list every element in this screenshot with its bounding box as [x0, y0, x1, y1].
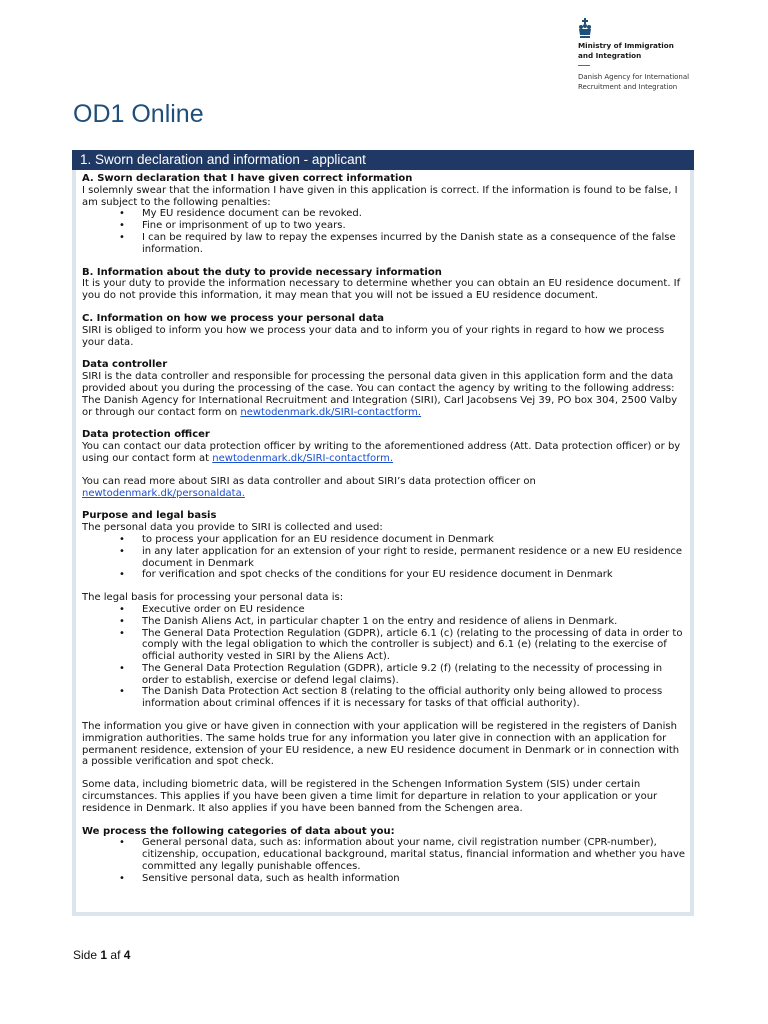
- crown-icon: [578, 18, 592, 38]
- paragraph-read-more: [82, 476, 686, 500]
- list-item: • for verification and spot checks of the conditions for your EU residence document in Denmark: [142, 569, 686, 581]
- section-body: [76, 170, 690, 912]
- penalties-list: [82, 208, 686, 255]
- footer-separator: af: [110, 948, 121, 962]
- list-item: • The Danish Data Protection Act section 8 (relating to the official authority only being allowed to process information about criminal offences if it is necessary for tasks of that official authority).: [142, 686, 686, 710]
- categories-list: [82, 837, 686, 884]
- paragraph-dpo: [82, 441, 686, 465]
- list-item: • to process your application for an EU residence document in Denmark: [142, 534, 686, 546]
- section-header: 1. Sworn declaration and information - applicant: [72, 150, 694, 170]
- paragraph-b: It is your duty to provide the information necessary to determine whether you can obtain an EU residence document. If you do not provide this information, it may mean that you will not be issued a EU residence document.: [82, 278, 681, 302]
- paragraph-registers: The information you give or have given in connection with your application will be registered in the registers of Danish immigration authorities. The same holds true for any information you later give in connection with an application for permanent residence, extension of your EU residence, a new EU residence document in Denmark or in connection with a possible verification and spot check.: [82, 721, 680, 768]
- list-item: • I can be required by law to repay the expenses incurred by the Danish state as a consequence of the false information.: [142, 232, 686, 256]
- paragraph-c: SIRI is obliged to inform you how we process your data and to inform you of your rights in regard to how we process your data.: [82, 324, 665, 348]
- heading-categories: We process the following categories of data about you:: [82, 825, 395, 837]
- paragraph-legal-basis: The legal basis for processing your personal data is:: [82, 592, 344, 604]
- page-footer: [73, 948, 130, 962]
- footer-page-total: 4: [123, 948, 131, 962]
- list-item: • My EU residence document can be revoked.: [142, 208, 686, 220]
- page-title: OD1 Online: [73, 100, 204, 128]
- contact-form-link[interactable]: newtodenmark.dk/SIRI-contactform.: [240, 406, 422, 418]
- paragraph-data-controller: [82, 371, 686, 418]
- footer-page-number: 1: [100, 948, 108, 962]
- dpo-contact-form-link[interactable]: newtodenmark.dk/SIRI-contactform.: [212, 452, 394, 464]
- ministry-line-2: and Integration: [578, 51, 642, 60]
- paragraph-sis: Some data, including biometric data, will be registered in the Schengen Information System (SIS) under certain circumstances. This applies if you have been given a time limit for departure in relation to your application or your residence in Denmark. It also applies if you have been banned from the Schengen area.: [82, 779, 658, 814]
- agency-name: [578, 72, 689, 92]
- logo-divider: [578, 65, 590, 66]
- heading-a: A. Sworn declaration that I have given correct information: [82, 173, 413, 184]
- section-content: [82, 173, 686, 885]
- heading-data-controller: Data controller: [82, 359, 168, 371]
- heading-c: C. Information on how we process your personal data: [82, 312, 385, 324]
- list-item: • General personal data, such as: information about your name, civil registration number (CPR-number), citizenship, occupation, educational background, marital status, financial information and whether you have committed any legally punishable offences.: [142, 837, 686, 872]
- ministry-line-1: Ministry of Immigration: [578, 41, 674, 50]
- footer-prefix: Side: [73, 948, 98, 962]
- paragraph-a: I solemnly swear that the information I have given in this application is correct. If the information is found to be false, I am subject to the following penalties:: [82, 184, 678, 208]
- agency-line-2: Recruitment and Integration: [578, 83, 678, 91]
- purpose-list: [82, 534, 686, 581]
- list-item: • The General Data Protection Regulation (GDPR), article 9.2 (f) (relating to the necessity of processing in order to establish, exercise or defend legal claims).: [142, 663, 686, 687]
- legal-basis-list: [82, 604, 686, 710]
- read-more-text: You can read more about SIRI as data controller and about SIRI’s data protection officer on: [82, 475, 536, 487]
- heading-purpose: Purpose and legal basis: [82, 510, 217, 522]
- list-item: • Fine or imprisonment of up to two years.: [142, 220, 686, 232]
- dpo-text: You can contact our data protection officer by writing to the aforementioned address (Att. Data protection officer) or by using our contact form at: [82, 441, 681, 464]
- list-item: • The General Data Protection Regulation (GDPR), article 6.1 (c) (relating to the processing of data in order to comply with the legal obligation to which the controller is subject) and 6.1 (e) (relating to the exercise of official authority vested in SIRI by the Aliens Act).: [142, 628, 686, 663]
- data-controller-text: SIRI is the data controller and responsible for processing the personal data given in this application form and the data provided about you during the processing of the case. You can contact the agency by writing to the following address: The Danish Agency for International Recruitment and Integration (SIRI), Carl Jacobsens Vej 39, PO box 304, 2500 Valby or through our contact form on: [82, 371, 678, 418]
- list-item: • in any later application for an extension of your right to reside, permanent residence or a new EU residence document in Denmark: [142, 546, 686, 570]
- list-item: • The Danish Aliens Act, in particular chapter 1 on the entry and residence of aliens in Denmark.: [142, 616, 686, 628]
- section-box: [72, 150, 694, 916]
- personal-data-link[interactable]: newtodenmark.dk/personaldata.: [82, 487, 245, 499]
- heading-b: B. Information about the duty to provide necessary information: [82, 266, 442, 278]
- agency-line-1: Danish Agency for International: [578, 73, 690, 81]
- list-item: • Executive order on EU residence: [142, 604, 686, 616]
- list-item: • Sensitive personal data, such as health information: [142, 873, 686, 885]
- ministry-name: [578, 41, 674, 61]
- heading-dpo: Data protection officer: [82, 429, 210, 441]
- paragraph-purpose: The personal data you provide to SIRI is collected and used:: [82, 522, 383, 534]
